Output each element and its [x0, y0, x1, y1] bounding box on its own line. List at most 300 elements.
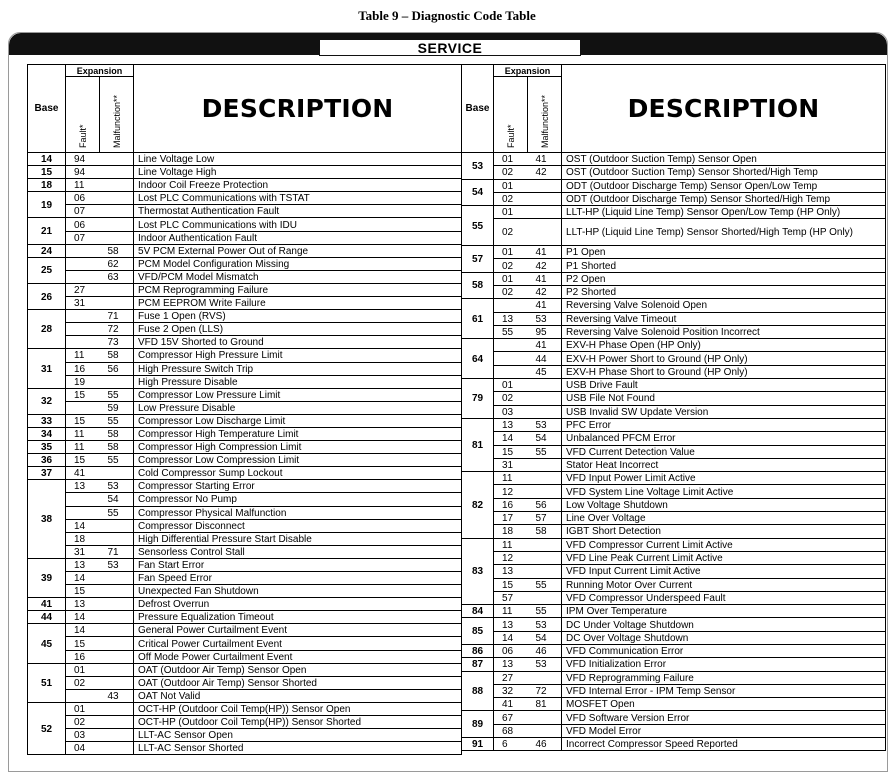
- code-description: IGBT Short Detection: [562, 525, 886, 538]
- fault-code: 67: [494, 711, 528, 724]
- fault-code: [66, 323, 100, 336]
- base-code: 19: [28, 192, 66, 218]
- table-row: [28, 663, 462, 676]
- header-fault: Fault*: [494, 77, 528, 153]
- malfunction-code: [100, 716, 134, 729]
- table-row: [28, 532, 462, 545]
- table-row: [462, 698, 886, 711]
- header-description: DESCRIPTION: [134, 65, 462, 153]
- table-row: [28, 179, 462, 192]
- fault-code: 19: [66, 375, 100, 388]
- base-code: 28: [28, 310, 66, 349]
- header-base: Base: [28, 65, 66, 153]
- fault-code: 31: [66, 545, 100, 558]
- table-row: [462, 339, 886, 352]
- code-description: DC Under Voltage Shutdown: [562, 618, 886, 631]
- table-row: [462, 405, 886, 418]
- fault-code: 02: [494, 219, 528, 246]
- fault-code: 01: [494, 379, 528, 392]
- base-code: 34: [28, 427, 66, 440]
- fault-code: [494, 339, 528, 352]
- code-description: High Pressure Switch Trip: [134, 362, 462, 375]
- right-table-body: [462, 153, 886, 751]
- base-code: 45: [28, 624, 66, 663]
- table-row: [462, 259, 886, 272]
- table-row: [28, 257, 462, 270]
- fault-code: 94: [66, 153, 100, 166]
- malfunction-code: 53: [528, 312, 562, 325]
- fault-code: 14: [66, 611, 100, 624]
- fault-code: [494, 352, 528, 365]
- code-description: LLT-AC Sensor Shorted: [134, 742, 462, 755]
- table-row: [28, 611, 462, 624]
- malfunction-code: [528, 671, 562, 684]
- table-row: [462, 525, 886, 538]
- table-row: [462, 498, 886, 511]
- code-description: VFD System Line Voltage Limit Active: [562, 485, 886, 498]
- base-code: 32: [28, 388, 66, 414]
- malfunction-code: [528, 379, 562, 392]
- code-description: Compressor High Pressure Limit: [134, 349, 462, 362]
- malfunction-code: [100, 375, 134, 388]
- malfunction-code: [100, 637, 134, 650]
- code-description: Defrost Overrun: [134, 598, 462, 611]
- malfunction-code: 45: [528, 365, 562, 378]
- table-row: [462, 418, 886, 431]
- malfunction-code: [100, 519, 134, 532]
- diagnostic-table-left: [27, 64, 462, 755]
- malfunction-code: [528, 551, 562, 564]
- fault-code: [66, 401, 100, 414]
- code-description: PCM Reprogramming Failure: [134, 283, 462, 296]
- code-description: High Differential Pressure Start Disable: [134, 532, 462, 545]
- code-description: Compressor High Temperature Limit: [134, 427, 462, 440]
- malfunction-code: [528, 206, 562, 219]
- malfunction-code: 44: [528, 352, 562, 365]
- fault-code: 15: [66, 585, 100, 598]
- table-row: [462, 206, 886, 219]
- fault-code: 03: [66, 729, 100, 742]
- fault-code: 02: [494, 285, 528, 298]
- malfunction-code: 46: [528, 644, 562, 657]
- table-row: [462, 192, 886, 205]
- fault-code: 01: [494, 246, 528, 259]
- code-description: VFD 15V Shorted to Ground: [134, 336, 462, 349]
- fault-code: 41: [494, 698, 528, 711]
- fault-code: 06: [66, 192, 100, 205]
- base-code: 79: [462, 379, 494, 419]
- fault-code: 03: [494, 405, 528, 418]
- fault-code: [66, 689, 100, 702]
- malfunction-code: 53: [528, 618, 562, 631]
- malfunction-code: [100, 283, 134, 296]
- malfunction-code: 55: [528, 445, 562, 458]
- code-description: ODT (Outdoor Discharge Temp) Sensor Shorted/High Temp: [562, 192, 886, 205]
- malfunction-code: [100, 532, 134, 545]
- code-description: Unbalanced PFCM Error: [562, 432, 886, 445]
- fault-code: 06: [494, 644, 528, 657]
- header-malfunction: Malfunction**: [528, 77, 562, 153]
- table-row: [462, 272, 886, 285]
- code-description: EXV-H Power Short to Ground (HP Only): [562, 352, 886, 365]
- table-row: [28, 689, 462, 702]
- base-code: 87: [462, 658, 494, 671]
- fault-code: 07: [66, 231, 100, 244]
- fault-code: 32: [494, 684, 528, 697]
- fault-code: 13: [66, 598, 100, 611]
- malfunction-code: [528, 591, 562, 604]
- code-description: Indoor Coil Freeze Protection: [134, 179, 462, 192]
- table-row: [28, 650, 462, 663]
- table-row: [28, 362, 462, 375]
- table-row: [28, 598, 462, 611]
- malfunction-code: 53: [528, 418, 562, 431]
- fault-code: 16: [66, 362, 100, 375]
- malfunction-code: 53: [100, 558, 134, 571]
- table-row: [462, 472, 886, 485]
- table-row: [28, 414, 462, 427]
- fault-code: 11: [66, 427, 100, 440]
- table-row: [28, 480, 462, 493]
- malfunction-code: 54: [528, 432, 562, 445]
- code-description: LLT-HP (Liquid Line Temp) Sensor Shorted/High Temp (HP Only): [562, 219, 886, 246]
- fault-code: 18: [66, 532, 100, 545]
- code-description: Low Pressure Disable: [134, 401, 462, 414]
- table-row: [28, 506, 462, 519]
- fault-code: 15: [66, 388, 100, 401]
- table-row: [462, 605, 886, 618]
- code-description: OCT-HP (Outdoor Coil Temp(HP)) Sensor Shorted: [134, 716, 462, 729]
- table-row: [462, 658, 886, 671]
- table-row: [462, 618, 886, 631]
- table-row: [28, 558, 462, 571]
- table-row: [462, 631, 886, 644]
- code-description: VFD Reprogramming Failure: [562, 671, 886, 684]
- malfunction-code: 54: [100, 493, 134, 506]
- fault-code: 6: [494, 738, 528, 751]
- malfunction-code: 56: [528, 498, 562, 511]
- fault-code: 11: [66, 349, 100, 362]
- table-row: [462, 299, 886, 312]
- malfunction-code: [528, 472, 562, 485]
- base-code: 83: [462, 538, 494, 604]
- malfunction-code: 41: [528, 339, 562, 352]
- malfunction-code: 53: [100, 480, 134, 493]
- malfunction-code: 55: [528, 605, 562, 618]
- malfunction-code: 46: [528, 738, 562, 751]
- base-code: 84: [462, 605, 494, 618]
- malfunction-code: [528, 711, 562, 724]
- table-row: [462, 365, 886, 378]
- fault-code: 16: [66, 650, 100, 663]
- base-code: 53: [462, 153, 494, 180]
- code-description: USB File Not Found: [562, 392, 886, 405]
- malfunction-code: [100, 624, 134, 637]
- table-row: [28, 205, 462, 218]
- table-row: [462, 325, 886, 338]
- malfunction-code: [100, 231, 134, 244]
- malfunction-code: [100, 297, 134, 310]
- table-row: [28, 388, 462, 401]
- fault-code: 15: [66, 454, 100, 467]
- code-description: P2 Open: [562, 272, 886, 285]
- fault-code: 15: [66, 637, 100, 650]
- code-description: Line Voltage High: [134, 166, 462, 179]
- table-row: [462, 312, 886, 325]
- fault-code: 68: [494, 724, 528, 737]
- fault-code: 27: [66, 283, 100, 296]
- malfunction-code: [528, 565, 562, 578]
- table-row: [462, 565, 886, 578]
- table-row: [28, 454, 462, 467]
- code-description: Compressor Physical Malfunction: [134, 506, 462, 519]
- code-description: OCT-HP (Outdoor Coil Temp(HP)) Sensor Open: [134, 702, 462, 715]
- code-description: Compressor High Compression Limit: [134, 441, 462, 454]
- header-malfunction: Malfunction**: [100, 77, 134, 153]
- fault-code: 14: [66, 624, 100, 637]
- malfunction-code: [100, 650, 134, 663]
- malfunction-code: 59: [100, 401, 134, 414]
- fault-code: [66, 506, 100, 519]
- malfunction-code: [100, 179, 134, 192]
- base-code: 86: [462, 644, 494, 657]
- base-code: 81: [462, 418, 494, 471]
- malfunction-code: [528, 405, 562, 418]
- code-description: 5V PCM External Power Out of Range: [134, 244, 462, 257]
- table-row: [28, 637, 462, 650]
- malfunction-code: [528, 179, 562, 192]
- malfunction-code: [100, 598, 134, 611]
- fault-code: 14: [494, 432, 528, 445]
- malfunction-code: 42: [528, 285, 562, 298]
- table-row: [462, 246, 886, 259]
- fault-code: 02: [494, 392, 528, 405]
- malfunction-code: 55: [528, 578, 562, 591]
- service-label: SERVICE: [319, 39, 581, 56]
- code-description: USB Invalid SW Update Version: [562, 405, 886, 418]
- malfunction-code: 71: [100, 310, 134, 323]
- table-row: [28, 310, 462, 323]
- code-description: VFD Line Peak Current Limit Active: [562, 551, 886, 564]
- fault-code: 13: [494, 565, 528, 578]
- code-description: VFD Compressor Underspeed Fault: [562, 591, 886, 604]
- table-row: [28, 572, 462, 585]
- code-description: Lost PLC Communications with IDU: [134, 218, 462, 231]
- fault-code: 13: [494, 658, 528, 671]
- code-description: Compressor Starting Error: [134, 480, 462, 493]
- fault-code: 12: [494, 551, 528, 564]
- table-row: [462, 684, 886, 697]
- header-description: DESCRIPTION: [562, 65, 886, 153]
- table-row: [462, 352, 886, 365]
- fault-code: 16: [494, 498, 528, 511]
- code-description: Indoor Authentication Fault: [134, 231, 462, 244]
- malfunction-code: 58: [100, 349, 134, 362]
- fault-code: [66, 270, 100, 283]
- fault-code: [494, 299, 528, 312]
- malfunction-code: [528, 485, 562, 498]
- table-row: [28, 323, 462, 336]
- malfunction-code: 42: [528, 166, 562, 179]
- base-code: 15: [28, 166, 66, 179]
- base-code: 25: [28, 257, 66, 283]
- code-description: EXV-H Phase Short to Ground (HP Only): [562, 365, 886, 378]
- table-row: [462, 153, 886, 166]
- base-code: 88: [462, 671, 494, 711]
- table-row: [28, 519, 462, 532]
- code-description: Reversing Valve Timeout: [562, 312, 886, 325]
- fault-code: 01: [494, 272, 528, 285]
- malfunction-code: 56: [100, 362, 134, 375]
- code-description: Compressor No Pump: [134, 493, 462, 506]
- table-row: [462, 166, 886, 179]
- code-description: MOSFET Open: [562, 698, 886, 711]
- base-code: 14: [28, 153, 66, 166]
- code-description: Compressor Disconnect: [134, 519, 462, 532]
- fault-code: [494, 365, 528, 378]
- malfunction-code: 41: [528, 246, 562, 259]
- code-description: P1 Shorted: [562, 259, 886, 272]
- malfunction-code: [528, 724, 562, 737]
- malfunction-code: 42: [528, 259, 562, 272]
- base-code: 39: [28, 558, 66, 597]
- malfunction-code: [100, 585, 134, 598]
- fault-code: 14: [66, 572, 100, 585]
- malfunction-code: 55: [100, 414, 134, 427]
- malfunction-code: 95: [528, 325, 562, 338]
- table-row: [28, 401, 462, 414]
- fault-code: [66, 244, 100, 257]
- diagnostic-table-right: [461, 64, 886, 751]
- base-code: 57: [462, 246, 494, 273]
- page-title: Table 9 – Diagnostic Code Table: [358, 8, 536, 23]
- malfunction-code: 57: [528, 512, 562, 525]
- left-table-body: [28, 153, 462, 755]
- header-fault: Fault*: [66, 77, 100, 153]
- malfunction-code: 81: [528, 698, 562, 711]
- code-description: PFC Error: [562, 418, 886, 431]
- code-description: VFD Compressor Current Limit Active: [562, 538, 886, 551]
- base-code: 85: [462, 618, 494, 645]
- code-description: VFD/PCM Model Mismatch: [134, 270, 462, 283]
- fault-code: 41: [66, 467, 100, 480]
- fault-code: 13: [66, 558, 100, 571]
- table-row: [462, 512, 886, 525]
- base-code: 54: [462, 179, 494, 206]
- table-row: [462, 738, 886, 751]
- code-description: VFD Input Current Limit Active: [562, 565, 886, 578]
- fault-code: 15: [66, 414, 100, 427]
- base-code: 52: [28, 702, 66, 754]
- code-description: Low Voltage Shutdown: [562, 498, 886, 511]
- table-row: [462, 392, 886, 405]
- table-row: [462, 538, 886, 551]
- table-row: [28, 270, 462, 283]
- code-description: Compressor Low Pressure Limit: [134, 388, 462, 401]
- fault-code: 17: [494, 512, 528, 525]
- code-description: Pressure Equalization Timeout: [134, 611, 462, 624]
- code-description: OAT Not Valid: [134, 689, 462, 702]
- code-description: VFD Software Version Error: [562, 711, 886, 724]
- table-row: [462, 591, 886, 604]
- fault-code: [66, 257, 100, 270]
- malfunction-code: 58: [100, 441, 134, 454]
- malfunction-code: 41: [528, 153, 562, 166]
- fault-code: 01: [494, 206, 528, 219]
- malfunction-code: [528, 219, 562, 246]
- base-code: 21: [28, 218, 66, 244]
- code-description: OAT (Outdoor Air Temp) Sensor Open: [134, 663, 462, 676]
- table-row: [28, 702, 462, 715]
- code-description: LLT-HP (Liquid Line Temp) Sensor Open/Low Temp (HP Only): [562, 206, 886, 219]
- table-row: [28, 676, 462, 689]
- fault-code: 15: [494, 578, 528, 591]
- malfunction-code: 71: [100, 545, 134, 558]
- table-row: [462, 485, 886, 498]
- code-description: Stator Heat Incorrect: [562, 458, 886, 471]
- fault-code: 02: [494, 259, 528, 272]
- header-base: Base: [462, 65, 494, 153]
- table-row: [28, 585, 462, 598]
- table-row: [462, 285, 886, 298]
- table-row: [462, 578, 886, 591]
- code-description: PCM EEPROM Write Failure: [134, 297, 462, 310]
- fault-code: 13: [494, 312, 528, 325]
- malfunction-code: 55: [100, 454, 134, 467]
- table-row: [462, 671, 886, 684]
- malfunction-code: 41: [528, 299, 562, 312]
- fault-code: 14: [494, 631, 528, 644]
- malfunction-code: 58: [528, 525, 562, 538]
- table-row: [462, 644, 886, 657]
- table-row: [462, 724, 886, 737]
- fault-code: 04: [66, 742, 100, 755]
- code-description: IPM Over Temperature: [562, 605, 886, 618]
- code-description: Off Mode Power Curtailment Event: [134, 650, 462, 663]
- fault-code: 13: [494, 418, 528, 431]
- code-description: EXV-H Phase Open (HP Only): [562, 339, 886, 352]
- fault-code: 01: [494, 153, 528, 166]
- table-row: [462, 711, 886, 724]
- table-row: [28, 297, 462, 310]
- header-expansion: Expansion: [66, 65, 134, 77]
- malfunction-code: [528, 192, 562, 205]
- fault-code: 02: [494, 166, 528, 179]
- fault-code: 01: [66, 702, 100, 715]
- table-row: [28, 192, 462, 205]
- table-row: [28, 716, 462, 729]
- fault-code: 02: [66, 716, 100, 729]
- base-code: 36: [28, 454, 66, 467]
- table-row: [28, 467, 462, 480]
- table-row: [28, 283, 462, 296]
- base-code: 38: [28, 480, 66, 559]
- malfunction-code: 54: [528, 631, 562, 644]
- fault-code: [66, 336, 100, 349]
- table-row: [28, 336, 462, 349]
- fault-code: 12: [494, 485, 528, 498]
- fault-code: 31: [494, 458, 528, 471]
- code-description: Fuse 1 Open (RVS): [134, 310, 462, 323]
- table-row: [462, 432, 886, 445]
- table-row: [462, 179, 886, 192]
- code-description: Reversing Valve Solenoid Open: [562, 299, 886, 312]
- malfunction-code: [100, 166, 134, 179]
- malfunction-code: 43: [100, 689, 134, 702]
- fault-code: 13: [66, 480, 100, 493]
- table-row: [28, 218, 462, 231]
- fault-code: 11: [494, 538, 528, 551]
